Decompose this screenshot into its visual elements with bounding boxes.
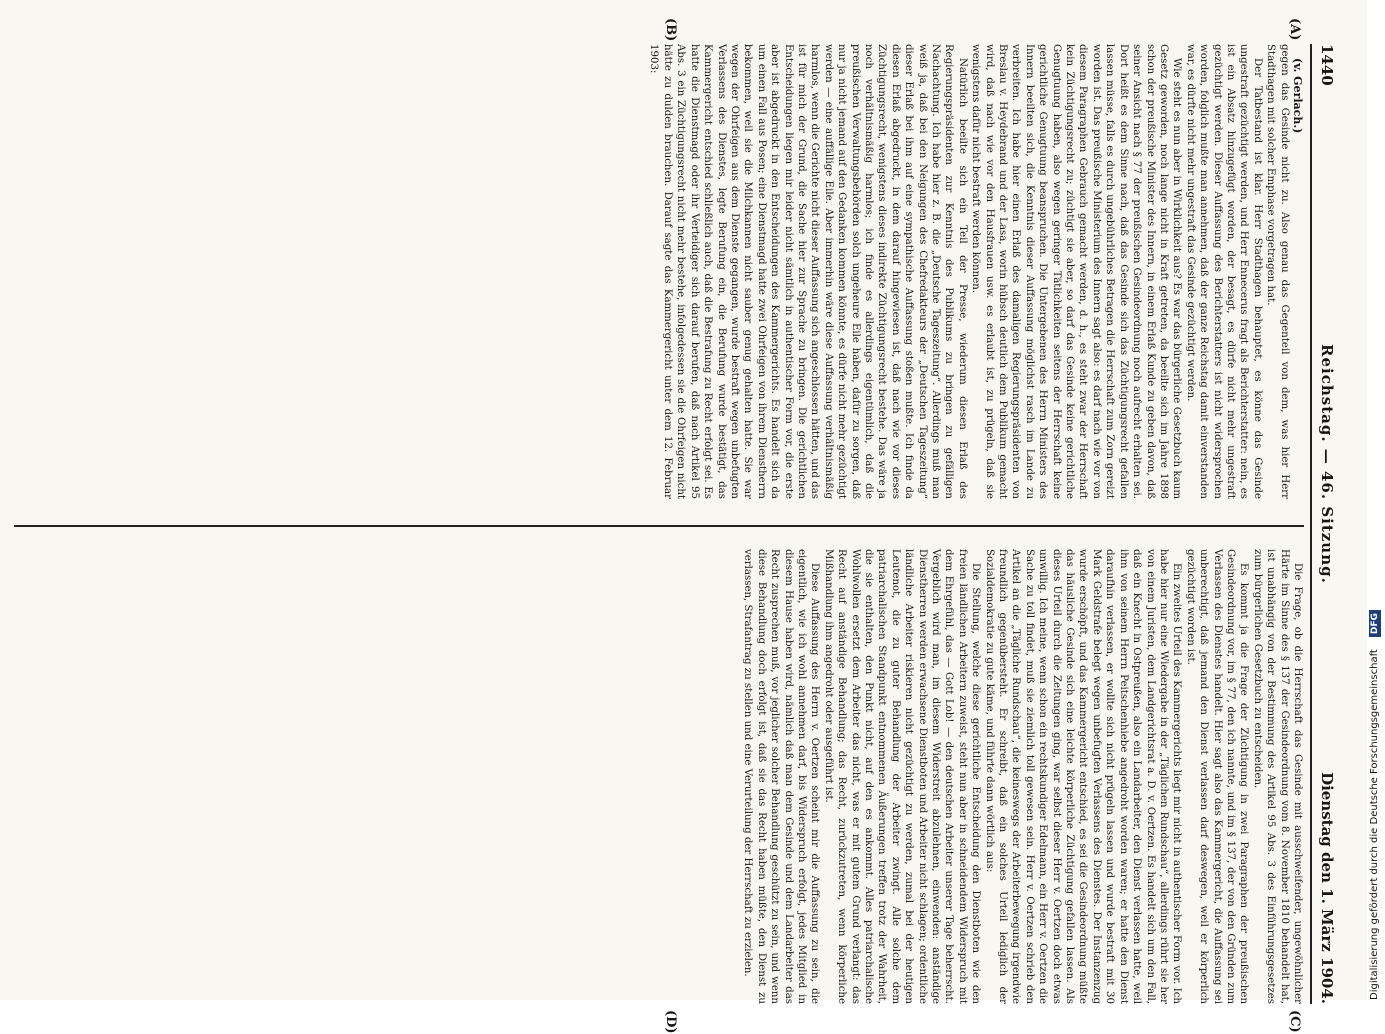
paragraph: Der Tatbestand ist klar. Herr Stadthagen behauptet, es könne das Gesinde ungestraft gezüchtigt werden, und Herr Ennecerus fragt als Berichterstatter: nein, es ist ein Absatz hinzugefügt worden, der besagt, es dürfe nicht mehr ungestraft gezüchtigt werden. Dieser Auffassung des Berichterstatters ist nicht widersprochen worden, folglich mußte man annehmen, daß der ganze Reichstag damit einverstanden war, es dürfte nicht mehr ungestraft das Gesinde gezüchtigt werden. [1184,44,1263,499]
digitization-credit-strip [1367,0,1383,1000]
dfg-logo-icon: DFG [1369,610,1381,637]
paragraph: Es kommt ja die Frage der Züchtigung in zwei Paragraphen der preußischen Gesindeordnung vor, im § 77, den ich nannte, und im § 137, der von den Gründen zum Verlassen des Dienstes handelt. Hier sagt also das Kammergericht, die Auffassung sei unberechtigt, daß jemand den Dienst verlassen darf deswegen, weil er körperlich gezüchtigt worden ist. [1184,549,1250,1004]
paragraph: gegen das Gesinde nicht zu. Also genau das Gegenteil von dem, was hier Herr Stadthagen mit solcher Emphase vorgetragen hat. [1265,44,1290,499]
paragraph: Natürlich beeilte sich ein Teil der Presse, wiederum diesen Erlaß des Regierungspräsidenten zur Kenntnis des Publikums zu bringen zu gefälligen Nachachtung. Ich habe hier z. B. die „Deutsche Tageszeitung“. Allerdings muß man weiß ja, daß bei den Neigungen des Chefredakteurs der „Deutschen Tageszeitung“ dieser Erlaß bei ihm auf eine sympathische Auffassung stoßen mußte. Ich finde da diesen Erlaß abgedruckt, in dem darauf hingewiesen ist, daß nach wie vor dieses Züchtigungsrecht, wenigstens dieses indirekte Züchtigungsrecht bestehe. Das wäre ja noch verhältnismäßig harmlos; ich finde es allerdings eigentümlich, daß die preußischen Verwaltungsbehörden solch ungeheure Eile haben, dafür zu sorgen, daß nur ja nicht jemand auf den Gedanken kommen könnte, es dürfe nicht mehr gezüchtigt werden — eine auffällige Eile. Aber immerhin wäre diese Auffassung verhältnismäßig harmlos, wenn die Gerichte nicht dieser Auffassung sich angeschlossen hätten, und das ist für mich der Grund, die Sache hier zur Sprache zu bringen. Die gerichtlichen Entscheidungen liegen mir leider nicht sämtlich in authentischer Form vor, die erste aber ist abgedruckt in den Entscheidungen des Kammergerichts. Es handelt sich da um einen Fall aus Posen; eine Dienstmagd hatte zwei Ohrfeigen von ihrem Dienstherrn bekommen, weil sie die Milchkannen nicht sauber genug gehalten hatte. Sie war wegen der Ohrfeigen aus dem Dienste gegangen, wurde bestraft wegen unbefugten Verlassens des Dienstes, legte Berufung ein, die Berufung wurde bestätigt, das Kammergericht entschied schließlich auch, daß die Bestrafung zu Recht erfolgt sei. Es hatte die Dienstmagd oder ihr Verteidiger sich darauf berufen, daß nach Artikel 95 Abs. 3 ein Züchtigungsrecht nicht mehr bestehe, infolgedessen sie die Ohrfeigen nicht hätte zu dulden brauchen. Darauf sagte das Kammergericht unter dem 12. Februar 1903: [648,44,968,499]
margin-mark-c: (C) [1287,1010,1302,1033]
margin-mark-b: (B) [663,18,678,42]
paragraph: Wie steht es nun aber in Wirklichkeit aus? Es war das bürgerliche Gesetzbuch kaum Gesetz geworden, noch lange nicht in Kraft getreten, da beeilte sich im Jahre 1898 schon der preußische Minister des Innern, in einem Erlaß Kunde zu geben davon, daß seiner Ansicht nach § 77 der preußischen Gesindeordnung noch aufrecht erhalten sei. Dort heißt es dem Sinne nach, daß das Gesinde sich das Züchtigungsrecht gefallen lassen müsse, falls es durch ungebührliches Betragen die Herrschaft zum Zorn gereizt worden ist. Das preußische Ministerium des Innern sagt also: es darf nach wie vor von diesem Paragraphen Gebrauch gemacht werden, d. h., es steht zwar der Herrschaft kein Züchtigungsrecht zu; züchtigt sie aber, so darf das Gesinde keine gerichtliche Genugtuung haben, also wegen geringer Tätlichkeiten seitens der Herrschaft keine gerichtliche Genugtuung beanspruchen. Die Untergebenen des Herrn Ministers des Innern beeilten sich, die Kenntnis dieser Auffassung möglichst rasch im Lande zu verbreiten. Ich habe hier einen Erlaß des damaligen Regierungspräsidenten von Breslau v. Heydebrand und der Lasa, worin hübsch deutlich dem Publikum gemacht wird, daß nach wie vor den Hausfrauen usw. es erlaubt ist, zu prügeln, daß sie wenigstens dafür nicht bestraft werden können. [970,44,1183,499]
speaker-name: (v. Gerlach.) [1291,58,1304,134]
quoted-paragraph: Die Frage, ob die Herrschaft das Gesinde mit ausschweifender, ungewöhnlicher Härte im Sinne des § 137 der Gesindeordnung vom 8. November 1810 behandelt hat, ist unabhängig von der Bestimmung des Artikel 95 Abs. 3 des Einführungsgesetzes zum bürgerlichen Gesetzbuch zu entscheiden. [1251,549,1303,1004]
column-divider [14,525,1304,527]
page-number: 1440 [1318,44,1336,86]
paragraph: Ein zweites Urteil des Kammergerichts liegt mir nicht in authentischer Form vor. Ich habe hier nur eine Wiedergabe in der „Täglichen Rundschau“, allerdings rührt sie her von einem Juristen, dem Landgerichtsrat a. D. v. Oertzen. Es handelt sich um den Fall, daß ein Knecht in Ostpreußen, also ein Landarbeiter, den Dienst verlassen hatte, weil ihm von seinem Herrn Peitschenhiebe angedroht worden waren; er hatte den Dienst daraufhin verlassen, er wollte sich nicht prügeln lassen und wurde bestraft mit 30 Mark Geldstrafe belegt wegen unbefugten Verlassens des Dienstes. Der Instanzenzug wurde erschöpft, und das Kammergericht entschied, es sei die Gesindeordnung müßte das häusliche Gesinde sich eine leichte körperliche Züchtigung gefallen lassen. Als dieses Urteil durch die Zeitungen ging, war selbst dieser Herr v. Oertzen doch etwas unwillig. Ich meine, wenn schon ein rechtskundiger Edelmann, ein Herr v. Oertzen die Sache zu toll findet, muß sie ziemlich toll gewesen sein. Herr v. Oertzen schrieb den Artikel an die „Tägliche Rundschau“, die keineswegs der Arbeiterbewegung irgendwie freundlich gegenübersteht. Er schreibt, daß ein solches Urteil lediglich der Sozialdemokratie zu gute käme, und führte dann wörtlich aus: [983,549,1183,1004]
quoted-paragraph: Die Stellung, welche diese gerichtliche Entscheidung den Dienstboten wie den freien ländlichen Arbeitern zuweist, steht nun aber in schneidendem Widerspruch mit dem Ehrgefühl, das — Gott Lob! — den deutschen Arbeiter unserer Tage beherrscht. Vergeblich wird man, im diesem Widerstreit abzulehnen, einwenden: anständige Dienstherren werden erwachsene Dienstboten und Arbeiter nicht schlagen; ordentliche ländliche Arbeiter riskieren nicht gezüchtigt zu werden, zumal bei der heutigen Leutenot, die zu guter Behandlung der Arbeiter zwingt. Alle solche dem patriarchalischen Standpunkt entnommenen Äußerungen treffen trotz der Wahrheit, die sie enthalten, den Punkt nicht, auf den es ankommt. Alles patriarchalische Wohlwollen ersetzt dem Arbeiter das nicht, was er mit gutem Grund verlangt: das Recht auf anständige Behandlung; das Recht, zurückzutreten, wenn körperliche Mißhandlung ihm angedroht oder ausgeführt ist. [822,549,982,1004]
margin-mark-a: (A) [1287,18,1302,41]
header-rule [1310,44,1312,1004]
page-header [1312,44,1338,1004]
left-column [14,44,1304,499]
paragraph: Diese Auffassung des Herrn v. Oertzen scheint mir die Auffassung zu sein, die eigentlich, wie ich wohl annehmen darf, bis Widerspruch erfolgt, jedes Mitglied in diesem Hause haben wird, nämlich daß man dem Gesinde und dem Landarbeiter das Recht zusprechen muß, vor jeglicher solcher Behandlung geschützt zu sein, und wenn diese Behandlung doch erfolgt ist, daß sie das Recht haben müßte, den Dienst zu verlassen, Strafantrag zu stellen und eine Verurteilung der Herrschaft zu erzielen. [742,549,821,1004]
page-date: Dienstag den 1. März 1904. [1318,772,1336,1004]
rotated-newspaper-page [10,18,1338,1034]
credit-text: Digitalisierung gefördert durch die Deutsche Forschungsgemeinschaft [1369,649,1380,1000]
page-title: Reichstag. — 46. Sitzung. [1318,344,1336,584]
right-column [14,549,1304,1004]
digitization-credit [1369,0,1385,1000]
margin-mark-d: (D) [663,1010,678,1034]
